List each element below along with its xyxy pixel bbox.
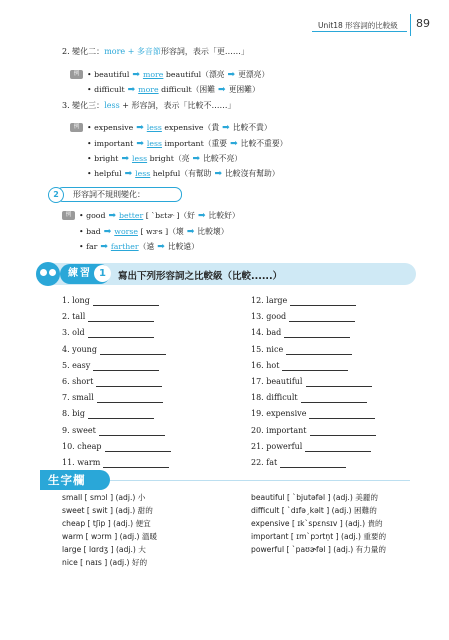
practice-item: [62, 426, 165, 436]
practice-item-word: 7. small: [62, 393, 94, 403]
owl-icon: [36, 262, 60, 286]
answer-blank[interactable]: [310, 427, 376, 436]
answer-blank[interactable]: [93, 362, 159, 371]
arrow-right-icon: ➡: [136, 139, 144, 149]
vocabulary-entry: small [ smɔl ] (adj.) 小: [62, 493, 146, 502]
example-line: • difficult ➡ more difficult（困難 ➡ 更困難）: [87, 85, 260, 95]
practice-item: [251, 377, 372, 387]
section2-number: 2: [48, 187, 64, 203]
header-underline: [312, 31, 407, 32]
practice-item-word: 6. short: [62, 377, 94, 386]
example-line: • important ➡ less important（重要 ➡ 比較不重要）: [87, 139, 288, 149]
practice-badge: 練習: [60, 264, 110, 284]
change3-heading: 3. 變化三：less + 形容詞，表示「比較不……」: [62, 101, 236, 110]
example-icon: 例: [70, 70, 83, 79]
arrow-right-icon: ➡: [100, 242, 108, 252]
practice-item-word: 18. difficult: [251, 393, 298, 403]
answer-blank[interactable]: [100, 346, 166, 355]
practice-item: [62, 393, 163, 403]
practice-item-word: 17. beautiful: [251, 377, 303, 386]
answer-blank[interactable]: [284, 329, 350, 338]
practice-item: [62, 345, 166, 355]
answer-blank[interactable]: [103, 459, 169, 468]
practice-item: [251, 426, 376, 436]
vocabulary-entry: nice [ naɪs ] (adj.) 好的: [62, 558, 148, 567]
answer-blank[interactable]: [280, 459, 346, 468]
practice-item: [251, 458, 346, 468]
practice-item-word: 2. tall: [62, 312, 86, 322]
vocabulary-entry: warm [ wɔrm ] (adj.) 溫暖: [62, 532, 158, 541]
vocabulary-title: 生字欄: [40, 470, 110, 490]
vocabulary-entry: large [ lɑrdʒ ] (adj.) 大: [62, 545, 146, 554]
practice-item-word: 20. important: [251, 425, 307, 435]
practice-item: [251, 442, 371, 452]
section2-heading: 形容詞不規則變化：: [56, 187, 182, 202]
vocabulary-entry: powerful [ ˋpaʊɚfəl ] (adj.) 有力量的: [251, 545, 386, 554]
arrow-right-icon: ➡: [218, 85, 226, 95]
practice-item-word: 14. bad: [251, 328, 282, 338]
practice-item-word: 22. fat: [251, 458, 278, 467]
practice-item: [251, 312, 355, 322]
vocabulary-divider: [110, 480, 410, 481]
practice-item: [251, 393, 367, 403]
arrow-right-icon: ➡: [222, 123, 230, 133]
practice-item-word: 9. sweet: [62, 425, 96, 435]
practice-item-word: 15. nice: [251, 344, 284, 354]
practice-item: [62, 409, 154, 419]
practice-item-word: 12. large: [251, 296, 288, 305]
arrow-right-icon: ➡: [227, 70, 236, 80]
example-line: • expensive ➡ less expensive（貴 ➡ 比較不貴）: [87, 123, 272, 133]
practice-item: [251, 361, 348, 371]
practice-item-word: 10. cheap: [62, 441, 102, 451]
page-number: 89: [416, 17, 430, 30]
practice-title: 寫出下列形容詞之比較級（比較......）: [118, 271, 283, 282]
example-line: • helpful ➡ less helpful（有幫助 ➡ 比較沒有幫助）: [87, 169, 280, 179]
answer-blank[interactable]: [301, 394, 367, 403]
practice-item: [62, 296, 159, 306]
practice-item-word: 4. young: [62, 344, 97, 354]
arrow-right-icon: ➡: [192, 154, 201, 164]
answer-blank[interactable]: [306, 378, 372, 387]
vocabulary-entry: difficult [ ˋdɪfəˏkəlt ] (adj.) 困難的: [251, 506, 377, 515]
answer-blank[interactable]: [305, 443, 371, 452]
header-divider: [410, 14, 411, 36]
practice-item-word: 13. good: [251, 312, 287, 322]
practice-item: [62, 377, 162, 387]
practice-item: [251, 345, 352, 355]
answer-blank[interactable]: [105, 443, 171, 452]
practice-item-word: 1. long: [62, 296, 90, 305]
answer-blank[interactable]: [96, 378, 162, 387]
arrow-right-icon: ➡: [230, 139, 238, 149]
practice-item: [251, 328, 350, 338]
arrow-right-icon: ➡: [136, 123, 144, 133]
practice-item: [62, 458, 169, 468]
practice-item-word: 21. powerful: [251, 441, 303, 451]
practice-item-word: 19. expensive: [251, 409, 307, 419]
arrow-right-icon: ➡: [186, 227, 195, 237]
practice-item: [251, 296, 356, 306]
practice-item-word: 16. hot: [251, 360, 280, 370]
arrow-right-icon: ➡: [127, 85, 136, 95]
change2-heading: 2. 變化二：more + 多音節形容詞，表示「更……」: [62, 47, 249, 56]
arrow-right-icon: ➡: [103, 227, 112, 237]
vocabulary-entry: expensive [ ɪkˋspɛnsɪv ] (adj.) 貴的: [251, 519, 383, 528]
example-line: • bad ➡ worse [ wɝs ]（壞 ➡ 比較壞）: [79, 227, 229, 237]
answer-blank[interactable]: [286, 346, 352, 355]
answer-blank[interactable]: [289, 313, 355, 322]
answer-blank[interactable]: [88, 313, 154, 322]
example-icon: 例: [70, 123, 83, 132]
practice-item: [62, 312, 154, 322]
arrow-right-icon: ➡: [121, 154, 129, 164]
arrow-right-icon: ➡: [124, 169, 133, 179]
practice-item-word: 8. big: [62, 409, 85, 419]
arrow-right-icon: ➡: [108, 211, 116, 221]
practice-item: [251, 409, 375, 419]
unit-title: Unit18 形容詞的比較級: [318, 21, 398, 30]
vocabulary-entry: sweet [ swit ] (adj.) 甜的: [62, 506, 153, 515]
answer-blank[interactable]: [290, 297, 356, 306]
practice-item-word: 5. easy: [62, 360, 91, 370]
example-line: • good ➡ better [ ˋbɛtɚ ]（好 ➡ 比較好）: [79, 211, 240, 221]
practice-item-word: 11. warm: [62, 458, 101, 467]
practice-item: [62, 328, 154, 338]
vocabulary-entry: beautiful [ ˋbjutəfəl ] (adj.) 美麗的: [251, 493, 378, 502]
arrow-right-icon: ➡: [214, 169, 223, 179]
practice-item-word: 3. old: [62, 328, 85, 338]
practice-item: [62, 361, 159, 371]
example-line: • far ➡ farther（遠 ➡ 比較遠）: [79, 242, 199, 252]
practice-number: 1: [94, 265, 111, 282]
answer-blank[interactable]: [309, 410, 375, 419]
example-icon: 例: [62, 211, 75, 220]
answer-blank[interactable]: [88, 410, 154, 419]
arrow-right-icon: ➡: [197, 211, 206, 221]
arrow-right-icon: ➡: [132, 70, 140, 80]
answer-blank[interactable]: [97, 394, 163, 403]
example-line: • beautiful ➡ more beautiful（漂亮 ➡ 更漂亮）: [87, 70, 270, 80]
answer-blank[interactable]: [93, 297, 159, 306]
vocabulary-entry: important [ ɪmˋpɔrtn̩t ] (adj.) 重要的: [251, 532, 387, 541]
example-line: • bright ➡ less bright（亮 ➡ 比較不亮）: [87, 154, 243, 164]
practice-item: [62, 442, 171, 452]
vocabulary-entry: cheap [ tʃip ] (adj.) 便宜: [62, 519, 151, 528]
answer-blank[interactable]: [282, 362, 348, 371]
answer-blank[interactable]: [99, 427, 165, 436]
answer-blank[interactable]: [88, 329, 154, 338]
arrow-right-icon: ➡: [157, 242, 165, 252]
